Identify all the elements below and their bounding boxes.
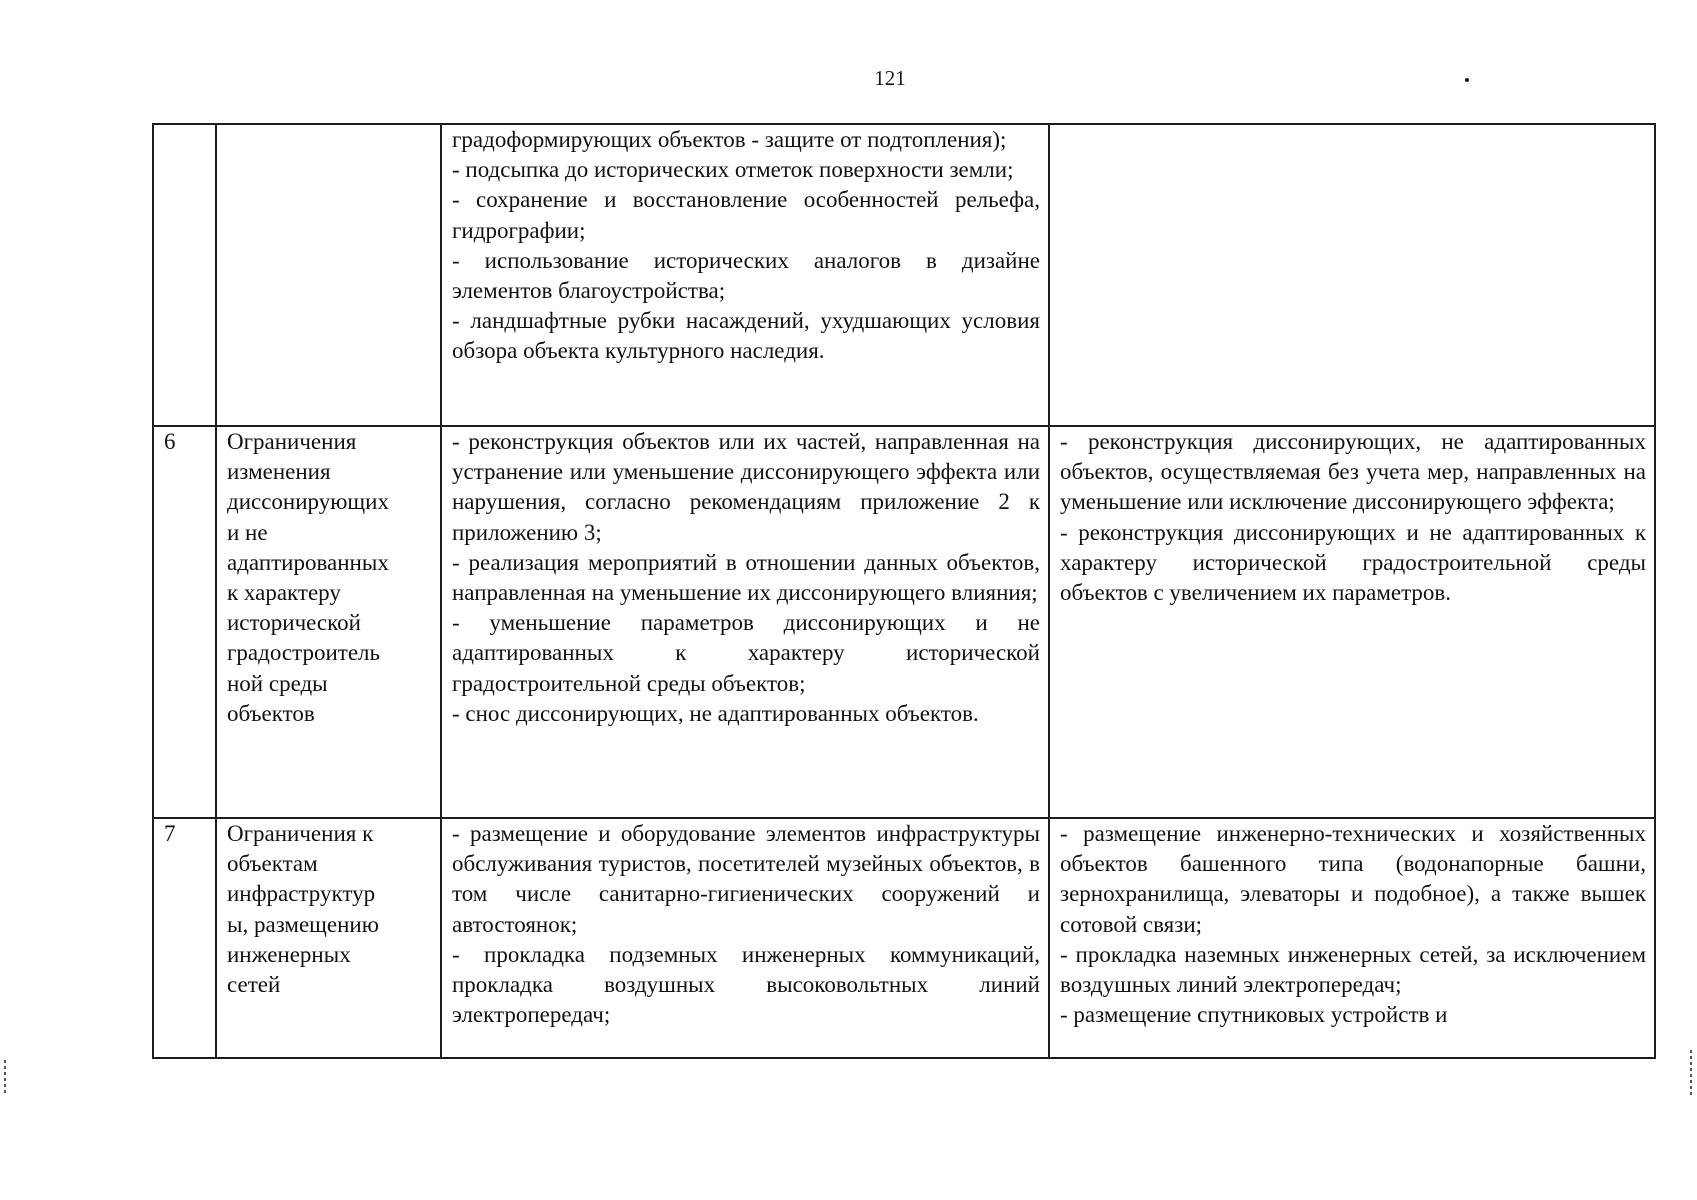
allowed-measures-list — [452, 125, 1040, 367]
scan-edge-mark-right — [1690, 1050, 1692, 1096]
table-row — [153, 818, 1655, 1058]
allowed-measures-list — [452, 819, 1040, 1030]
row-number-cell — [153, 818, 216, 1058]
allowed-measures-cell — [441, 426, 1049, 818]
row-number-cell — [153, 426, 216, 818]
name-line: инженерных — [227, 941, 351, 967]
name-line: к характеру — [227, 580, 341, 606]
corner-dot — [1465, 78, 1469, 82]
forbidden-measures-cell — [1049, 426, 1655, 818]
list-item: - размещение инженерно-технических и хозяйственных объектов башенного типа (водонапорные башни, зернохранилища, элеваторы и подобное), а также вышек сотовой связи; — [1060, 821, 1646, 937]
list-item: - прокладка наземных инженерных сетей, за исключением воздушных линий электропередач; — [1060, 941, 1646, 998]
name-line: адаптированных — [227, 549, 389, 575]
list-item: - снос диссонирующих, не адаптированных объектов. — [452, 700, 979, 726]
allowed-measures-list — [452, 427, 1040, 729]
restriction-name-cell — [216, 426, 441, 818]
restriction-name — [227, 819, 436, 1000]
list-item: - ландшафтные рубки насаждений, ухудшающих условия обзора объекта культурного наследия. — [452, 308, 1040, 364]
forbidden-measures-cell — [1049, 124, 1655, 426]
name-line: диссонирующих — [227, 489, 389, 515]
name-line: и не — [227, 519, 268, 545]
restriction-name-cell — [216, 124, 441, 426]
name-line: изменения — [227, 459, 331, 485]
list-item: - реализация мероприятий в отношении данных объектов, направленная на уменьшение их диссонирующего влияния; — [452, 549, 1040, 606]
table-row — [153, 426, 1655, 818]
name-line: Ограничения — [227, 429, 357, 454]
list-item: - реконструкция диссонирующих, не адаптированных объектов, осуществляемая без учета мер, направленных на уменьшение или исключение диссонирующего эффекта; — [1060, 429, 1646, 515]
name-line: ы, размещению — [227, 911, 379, 937]
list-item: - подсыпка до исторических отметок поверхности земли; — [452, 157, 1014, 183]
forbidden-measures-cell — [1049, 818, 1655, 1058]
list-item: - использование исторических аналогов в дизайне элементов благоустройства; — [452, 247, 1040, 304]
list-item: - уменьшение параметров диссонирующих и не адаптированных к характеру исторической градостроительной среды объектов; — [452, 610, 1040, 696]
name-line: ной среды — [227, 670, 328, 696]
restriction-name-cell — [216, 818, 441, 1058]
name-line: инфраструктур — [227, 881, 376, 907]
name-line: сетей — [227, 972, 281, 998]
row-number-cell — [153, 124, 216, 426]
name-line: объектов — [227, 700, 315, 726]
list-item: - размещение и оборудование элементов инфраструктуры обслуживания туристов, посетителей музейных объектов, в том числе санитарно-гигиенических сооружений и автостоянок; — [452, 821, 1040, 937]
list-item: - реконструкция объектов или их частей, направленная на устранение или уменьшение диссонирующего эффекта или нарушения, согласно рекомендациям приложение 2 к приложению 3; — [452, 429, 1040, 545]
list-item: - сохранение и восстановление особенностей рельефа, гидрографии; — [452, 187, 1040, 243]
list-item: - реконструкция диссонирующих и не адаптированных к характеру исторической градостроительной среды объектов с увеличением их параметров. — [1060, 519, 1646, 606]
page-number: 121 — [874, 66, 906, 90]
restriction-name — [227, 427, 436, 729]
forbidden-measures-list — [1060, 819, 1646, 1030]
list-item: - размещение спутниковых устройств и — [1060, 1002, 1448, 1028]
name-line: исторической — [227, 610, 361, 636]
list-item: градоформирующих объектов - защите от подтопления); — [452, 127, 1007, 152]
name-line: объектам — [227, 851, 318, 877]
scan-edge-mark-left — [4, 1060, 6, 1096]
name-line: Ограничения к — [227, 821, 374, 846]
restrictions-table — [152, 123, 1656, 1059]
table-body — [153, 124, 1655, 1058]
forbidden-measures-list — [1060, 427, 1646, 608]
table-row — [153, 124, 1655, 426]
list-item: - прокладка подземных инженерных коммуникаций, прокладка воздушных высоковольтных линий электропередач; — [452, 941, 1040, 1028]
row-number: 6 — [164, 429, 176, 454]
allowed-measures-cell — [441, 124, 1049, 426]
name-line: градостроитель — [227, 640, 380, 666]
allowed-measures-cell — [441, 818, 1049, 1058]
row-number: 7 — [164, 821, 176, 846]
